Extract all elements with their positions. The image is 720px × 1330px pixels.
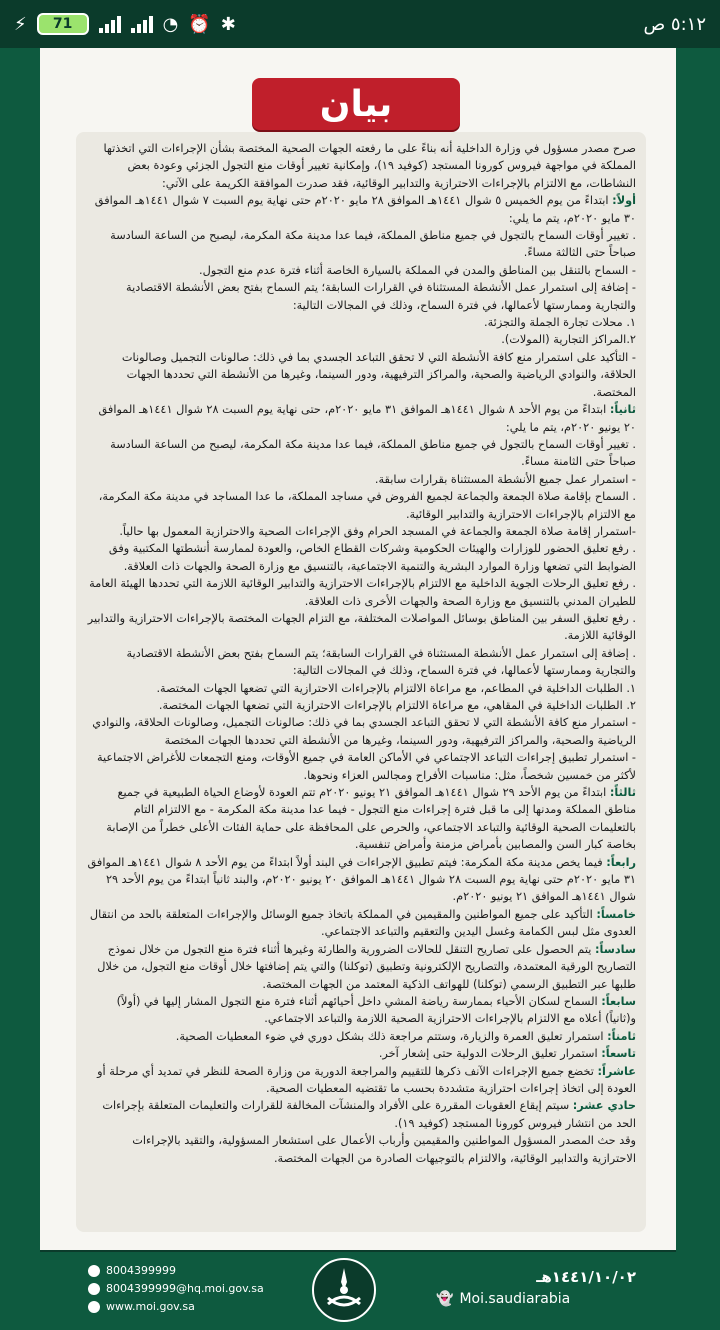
statement-card — [76, 132, 646, 1232]
paragraph-lead: رابعاً: — [606, 855, 636, 869]
paragraph-text: صرح مصدر مسؤول في وزارة الداخلية أنه بناءً على ما رفعته الجهات الصحية المختصة بشأن الإجراءات التي اتخذتها المملكة في مواجهة فيروس كورونا المستجد (كوفيد ١٩)، وإمكانية تغيير أوقات منع التجول الجزئي وعودة بعض النشاطات، مع الالتزام بالإجراءات الاحترازية والتدابير الوقائية، فقد صدرت الموافقة الكريمة على الآتي: — [103, 142, 636, 190]
statement-paragraph — [86, 575, 636, 610]
statement-paragraph — [86, 140, 636, 192]
statement-date: ١٤٤١/١٠/٠٢هـ — [536, 1268, 636, 1286]
contact-block — [88, 1262, 308, 1316]
paragraph-text: - التأكيد على استمرار منع كافة الأنشطة التي لا تحقق التباعد الجسدي بما في ذلك: صالونات التجميل وصالونات الحلاقة، والنوادي الرياضية والصحية، والمراكز الترفيهية، ودور السينما، وغيرها من الأنشطة التي تحددها الجهات المختصة. — [121, 350, 636, 399]
paragraph-text: سيتم إيقاع العقوبات المقررة على الأفراد والمنشآت المخالفة للقرارات والتعليمات المتعلقة بإجراءات الحد من انتشار فيروس كورونا المستجد (كوفيد ١٩). — [102, 1099, 636, 1130]
paragraph-text: ابتداءً من يوم الخميس ٥ شوال ١٤٤١هـ الموافق ٢٨ مايو ٢٠٢٠م حتى نهاية يوم السبت ٧ شوال ١٤٤١هـ الموافق ٣٠ مايو ٢٠٢٠م، يتم ما يلي: — [94, 194, 636, 225]
statement-paragraph — [86, 1028, 636, 1045]
social-handle-text: Moi.saudiarabia — [459, 1291, 571, 1307]
statement-paragraph — [86, 1132, 636, 1167]
paragraph-text: - استمرار عمل جميع الأنشطة المستثناة بقرارات سابقة. — [374, 472, 636, 486]
paragraph-text: تخضع جميع الإجراءات الآنف ذكرها للتقييم والمراجعة الدورية من وزارة الصحة للنظر في تمديد أي مرحلة أو العودة إلى اتخاذ إجراءات احترازية متشددة بحسب ما تقتضيه المعطيات الصحية. — [97, 1064, 636, 1095]
paragraph-text: ٢.المراكز التجارية (المولات). — [501, 333, 636, 347]
statement-paragraph — [86, 349, 636, 401]
statement-paragraph — [86, 714, 636, 749]
paragraph-lead: حادي عشر: — [572, 1099, 636, 1113]
paragraph-text: - السماح بالتنقل بين المناطق والمدن في المملكة بالسيارة الخاصة أثناء فترة عدم منع التجول. — [199, 263, 636, 277]
statement-paragraph — [86, 1045, 636, 1062]
paragraph-lead: ثالثاً: — [609, 786, 636, 800]
paragraph-lead: ثانياً: — [609, 403, 636, 417]
contact-phone[interactable]: 8004399999 — [106, 1264, 176, 1277]
status-right — [643, 14, 706, 35]
battery-indicator: 71 — [37, 13, 89, 35]
page-title: بيان — [252, 78, 460, 130]
paragraph-text: . السماح بإقامة صلاة الجمعة والجماعة لجميع الفروض في مساجد المملكة، ما عدا المساجد في مدينة مكة المكرمة، مع الالتزام بالإجراءات الاحترازية والتدابير الوقائية. — [98, 490, 636, 521]
paragraph-text: التأكيد على جميع المواطنين والمقيمين في المملكة باتخاذ جميع الوسائل والإجراءات المتعلقة بالحد من انتقال العدوى مثل لبس الكمامة وغسل اليدين والتعقيم والتباعد الاجتماعي. — [89, 907, 636, 939]
signal-icon-2 — [131, 15, 153, 33]
paragraph-text: ٢. الطلبات الداخلية في المقاهي، مع مراعاة الالتزام بالإجراءات الاحترازية التي تضعها الجهات المختصة. — [158, 699, 636, 712]
statement-paragraph — [86, 1097, 636, 1132]
snapchat-icon: 👻 — [436, 1291, 454, 1307]
footer-right — [436, 1266, 636, 1310]
paragraph-text: استمرار تعليق العمرة والزيارة، وستتم مراجعة ذلك بشكل دوري في ضوء المعطيات الصحية. — [175, 1029, 608, 1043]
statement-paragraph — [86, 523, 636, 540]
paragraph-text: استمرار تعليق الرحلات الدولية حتى إشعار آخر. — [378, 1047, 602, 1061]
statement-paragraph — [86, 993, 636, 1028]
clock: ٥:١٢ ص — [643, 13, 706, 35]
alarm-icon: ⏰ — [188, 13, 211, 35]
page-frame — [0, 48, 720, 1313]
paragraph-text: - استمرار تطبيق إجراءات التباعد الاجتماعي في الأماكن العامة في جميع الأوقات، ومنع التجمعات للأغراض الاجتماعية لأكثر من خمسين شخصاً، مثل: مناسبات الأفراح ومجالس العزاء ونحوها. — [96, 751, 636, 782]
paragraph-lead: خامساً: — [596, 907, 636, 921]
statement-paragraph — [86, 610, 636, 645]
statement-paragraph — [86, 854, 636, 906]
paragraph-text: - استمرار منع كافة الأنشطة التي لا تحقق التباعد الجسدي بما في ذلك: صالونات التجميل، وصالونات الحلاقة، والنوادي الرياضية والصحية، والمراكز الترفيهية، ودور السينما، وغيرها من الأنشطة التي تحددها الجهات المختصة — [92, 716, 636, 747]
contact-email[interactable]: 8004399999@hq.moi.gov.sa — [106, 1282, 264, 1295]
paragraph-lead: أولاً: — [612, 194, 636, 208]
paragraph-lead: سادساً: — [594, 942, 636, 956]
paragraph-text: - إضافة إلى استمرار عمل الأنشطة المستثناة في القرارات السابقة؛ يتم السماح بفتح بعض الأنشطة الاقتصادية والتجارية وممارستها لأعمالها، في فترة السماح، وذلك في المجالات التالية: — [126, 281, 636, 312]
paragraph-text: ابتداءً من يوم الأحد ٨ شوال ١٤٤١هـ الموافق ٣١ مايو ٢٠٢٠م، حتى نهاية يوم السبت ٢٨ شوال ١٤٤١هـ الموافق ٢٠ يونيو ٢٠٢٠م، يتم ما يلي: — [98, 403, 636, 434]
wifi-icon: ◔ — [162, 13, 179, 35]
paragraph-text: وقد حث المصدر المسؤول المواطنين والمقيمين وأرباب الأعمال على استشعار المسؤولية، والتقيد بالإجراءات الاحترازية والتدابير الوقائية، والالتزام بالتوجيهات الصادرة من الجهات المختصة. — [132, 1134, 636, 1165]
statement-paragraph — [86, 941, 636, 993]
statement-paragraph — [86, 279, 636, 314]
paragraph-text: . إضافة إلى استمرار عمل الأنشطة المستثناة في القرارات السابقة؛ يتم السماح بفتح بعض الأنشطة الاقتصادية والتجارية وممارستها لأعمالها، في فترة السماح، وذلك في المجالات التالية: — [126, 646, 636, 678]
statement-paragraph — [86, 192, 636, 227]
statement-paragraph — [86, 227, 636, 262]
statement-paragraph — [86, 436, 636, 471]
statement-paragraph — [86, 314, 636, 331]
paragraph-lead: سابعاً: — [601, 994, 636, 1008]
paragraph-text: -استمرار إقامة صلاة الجمعة والجماعة في المسجد الحرام وفق الإجراءات الصحية والاحترازية المعمول بها حالياً. — [119, 524, 636, 538]
footer — [40, 1250, 676, 1330]
paragraph-text: . تغيير أوقات السماح بالتجول في جميع مناطق المملكة، فيما عدا مدينة مكة المكرمة، ليصبح من الساعة السادسة صباحاً حتى الثامنة مساءً. — [110, 437, 636, 469]
signal-icon — [99, 15, 121, 33]
statement-paragraph — [86, 331, 636, 348]
paragraph-lead: ثامناً: — [607, 1029, 636, 1043]
paragraph-text: . رفع تعليق الرحلات الجوية الداخلية مع الالتزام بالإجراءات الاحترازية والتدابير الوقائية اللازمة التي تحددها الهيئة العامة للطيران المدني بالتنسيق مع وزارة الصحة والجهات الأخرى ذات العلاقة. — [89, 577, 636, 608]
email-icon — [88, 1283, 100, 1295]
statement-paragraph — [86, 488, 636, 523]
charging-icon: ⚡ — [14, 13, 27, 35]
statement-paragraph — [86, 697, 636, 714]
status-left — [14, 13, 236, 35]
statement-paragraph — [86, 471, 636, 488]
paragraph-lead: تاسعاً: — [601, 1047, 636, 1061]
social-handle[interactable] — [436, 1288, 636, 1310]
contact-website[interactable]: www.moi.gov.sa — [106, 1300, 195, 1313]
paragraph-text: . رفع تعليق السفر بين المناطق بوسائل المواصلات المختلفة، مع التزام الجهات المختصة بالإجراءات الاحترازية والتدابير الوقائية اللازمة. — [87, 611, 636, 643]
statement-paragraph — [86, 784, 636, 854]
statement-paragraph — [86, 680, 636, 697]
paragraph-text: فيما يخص مدينة مكة المكرمة: فيتم تطبيق الإجراءات في البند أولاً ابتداءً من يوم الأحد ٨ شوال ١٤٤١هـ الموافق ٣١ مايو ٢٠٢٠م حتى نهاية يوم السبت ٢٨ شوال ١٤٤١هـ الموافق ٢٠ يونيو ٢٠٢٠م، والبند ثانياً ابتداءً من يوم الأحد ٢٩ شوال ١٤٤١هـ الموافق ٢١ يونيو ٢٠٢٠م. — [87, 855, 636, 904]
web-icon — [88, 1301, 100, 1313]
paragraph-text: السماح لسكان الأحياء بممارسة رياضة المشي داخل أحيائهم أثناء فترة منع التجول المشار إليها في (أولاً) و(ثانياً) أعلاه مع الالتزام بالإجراءات الاحترازية الصحية اللازمة والتباعد الاجتماعي. — [116, 994, 636, 1026]
statement-paragraph — [86, 749, 636, 784]
statement-paragraph — [86, 906, 636, 941]
statement-paragraph — [86, 1063, 636, 1098]
paragraph-text: . تغيير أوقات السماح بالتجول في جميع مناطق المملكة، فيما عدا مدينة مكة المكرمة، ليصبح من الساعة السادسة صباحاً حتى الثالثة مساءً. — [110, 229, 636, 260]
statement-paragraph — [86, 262, 636, 279]
paragraph-text: . رفع تعليق الحضور للوزارات والهيئات الحكومية وشركات القطاع الخاص، والعودة لممارسة أنشطتها المكتبية وفق الضوابط التي تضعها وزارة الموارد البشرية والتنمية الاجتماعية، بالتنسيق مع وزارة الصحة والجهات ذات العلاقة. — [108, 542, 636, 573]
paragraph-lead: عاشراً: — [597, 1064, 636, 1078]
paragraph-text: ١. محلات تجارة الجملة والتجزئة. — [484, 316, 636, 330]
ministry-emblem-icon — [312, 1258, 376, 1322]
status-bar — [0, 0, 720, 48]
statement-paragraph — [86, 540, 636, 575]
bluetooth-icon: ✱ — [220, 13, 236, 35]
paragraph-text: ١. الطلبات الداخلية في المطاعم، مع مراعاة الالتزام بالإجراءات الاحترازية التي تضعها الجهات المختصة. — [156, 681, 636, 695]
phone-icon — [88, 1265, 100, 1277]
statement-paragraph — [86, 401, 636, 436]
statement-paragraph — [86, 645, 636, 680]
paragraph-text: ابتداءً من يوم الأحد ٢٩ شوال ١٤٤١هـ الموافق ٢١ يونيو ٢٠٢٠م تتم العودة لأوضاع الحياة الطبيعية في جميع مناطق المملكة ومدنها إلى ما قبل فترة إجراءات منع التجول - فيما عدا مدينة مكة المكرمة - مع الالتزام التام بالتعليمات الصحية الوقائية والتباعد الاجتماعي، والحرص على المحافظة على حماية الفئات الأعلى خطراً من الإصابة بخاصة كبار السن والمصابين بأمراض مزمنة وأمراض تنفسية. — [106, 786, 636, 852]
paragraph-text: يتم الحصول على تصاريح التنقل للحالات الضرورية والطارئة وغيرها أثناء فترة منع التجول من خلال نموذج التصاريح الورقية المعتمدة، والتصاريح الإلكترونية وتطبيق (توكلنا) والتي يتم إضافتها خلال أوقات منع التجول، من خلال طلبها عبر التطبيق الرسمي (توكلنا) للهواتف الذكية المعتمد من الجهات المختصة. — [97, 942, 636, 991]
